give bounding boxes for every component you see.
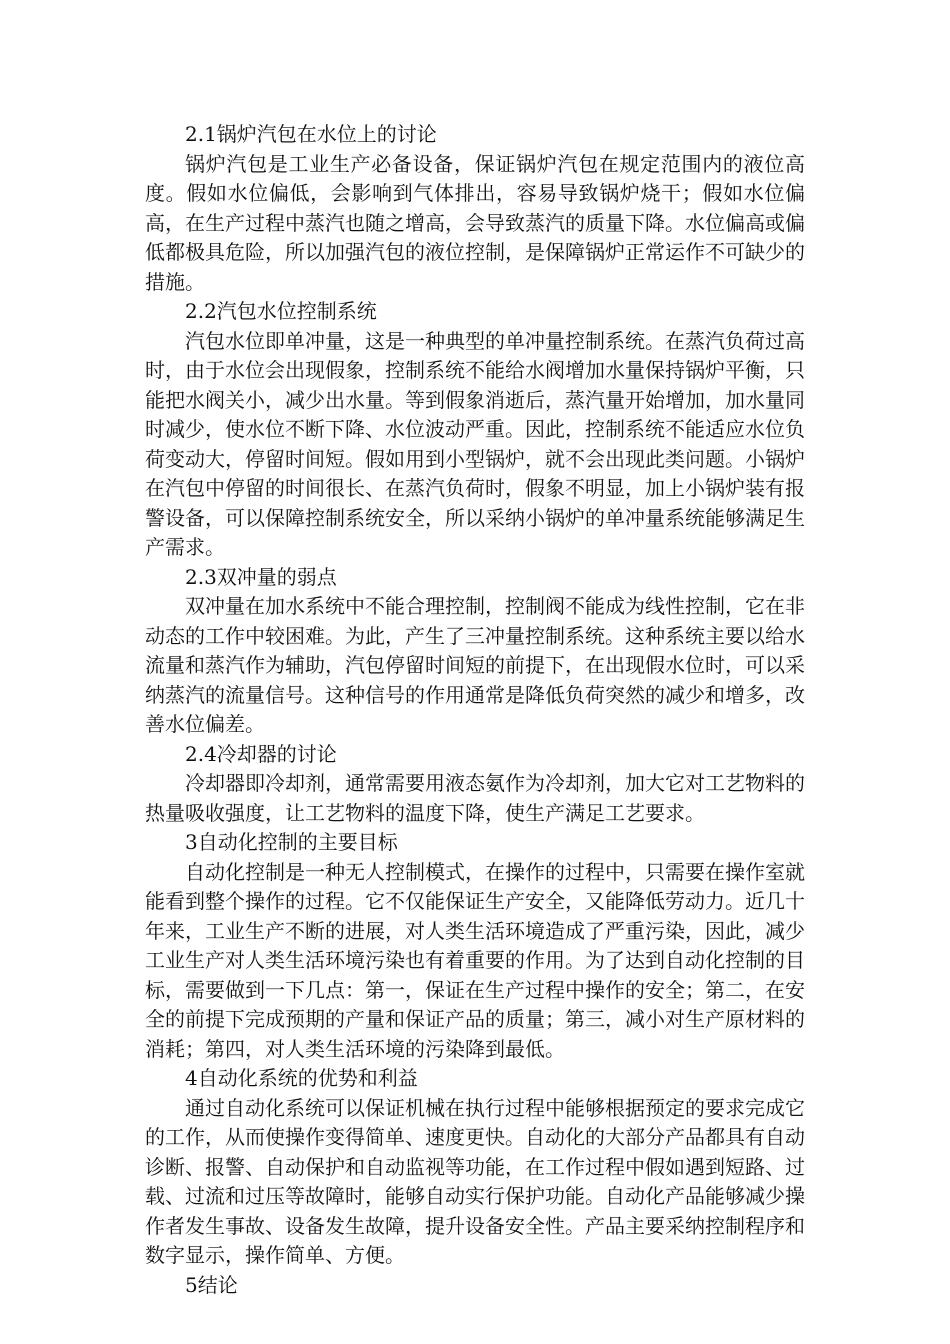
section-heading-4: 4自动化系统的优势和利益 bbox=[185, 1066, 418, 1090]
section-heading-3: 3自动化控制的主要目标 bbox=[185, 830, 398, 854]
section-heading-2-2: 2.2汽包水位控制系统 bbox=[185, 299, 377, 323]
section-heading-2-1: 2.1锅炉汽包在水位上的讨论 bbox=[185, 122, 437, 146]
document-page bbox=[145, 120, 805, 1300]
paragraph-2-3: 双冲量在加水系统中不能合理控制，控制阀不能成为线性控制，它在非动态的工作中较困难。为此，产生了三冲量控制系统。这种系统主要以给水流量和蒸汽作为辅助，汽包停留时间短的前提下，在出现假水位时，可以采纳蒸汽的流量信号。这种信号的作用通常是降低负荷突然的减少和增多，改善水位偏差。 bbox=[145, 594, 805, 736]
section-heading-5: 5结论 bbox=[185, 1272, 238, 1297]
section-heading-2-3: 2.3双冲量的弱点 bbox=[185, 564, 337, 589]
paragraph-2-2: 汽包水位即单冲量，这是一种典型的单冲量控制系统。在蒸汽负荷过高时，由于水位会出现假象，控制系统不能给水阀增加水量保持锅炉平衡，只能把水阀关小，减少出水量。等到假象消逝后，蒸汽量开始增加，加水量同时减少，使水位不断下降、水位波动严重。因此，控制系统不能适应水位负荷变动大，停留时间短。假如用到小型锅炉，就不会出现此类问题。小锅炉在汽包中停留的时间很长、在蒸汽负荷时，假象不明显，加上小锅炉装有报警设备，可以保障控制系统安全，所以采纳小锅炉的单冲量系统能够满足生产需求。 bbox=[145, 328, 805, 559]
paragraph-4: 通过自动化系统可以保证机械在执行过程中能够根据预定的要求完成它的工作，从而使操作变得简单、速度更快。自动化的大部分产品都具有自动诊断、报警、自动保护和自动监视等功能，在工作过程中假如遇到短路、过载、过流和过压等故障时，能够自动实行保护功能。自动化产品能够减少操作者发生事故、设备发生故障，提升设备安全性。产品主要采纳控制程序和数字显示，操作简单、方便。 bbox=[145, 1095, 805, 1267]
paragraph-3: 自动化控制是一种无人控制模式，在操作的过程中，只需要在操作室就能看到整个操作的过程。它不仅能保证生产安全，又能降低劳动力。近几十年来，工业生产不断的进展，对人类生活环境造成了严重污染，因此，减少工业生产对人类生活环境污染也有着重要的作用。为了达到自动化控制的目标，需要做到一下几点：第一，保证在生产过程中操作的安全；第二，在安全的前提下完成预期的产量和保证产品的质量；第三，减小对生产原材料的消耗；第四，对人类生活环境的污染降到最低。 bbox=[145, 859, 805, 1061]
paragraph-2-1: 锅炉汽包是工业生产必备设备，保证锅炉汽包在规定范围内的液位高度。假如水位偏低，会影响到气体排出，容易导致锅炉烧干；假如水位偏高，在生产过程中蒸汽也随之增高，会导致蒸汽的质量下降。水位偏高或偏低都极具危险，所以加强汽包的液位控制，是保障锅炉正常运作不可缺少的措施。 bbox=[145, 151, 805, 294]
paragraph-2-4: 冷却器即冷却剂，通常需要用液态氨作为冷却剂，加大它对工艺物料的热量吸收强度，让工艺物料的温度下降，使生产满足工艺要求。 bbox=[145, 771, 805, 825]
section-heading-2-4: 2.4冷却器的讨论 bbox=[185, 741, 337, 766]
